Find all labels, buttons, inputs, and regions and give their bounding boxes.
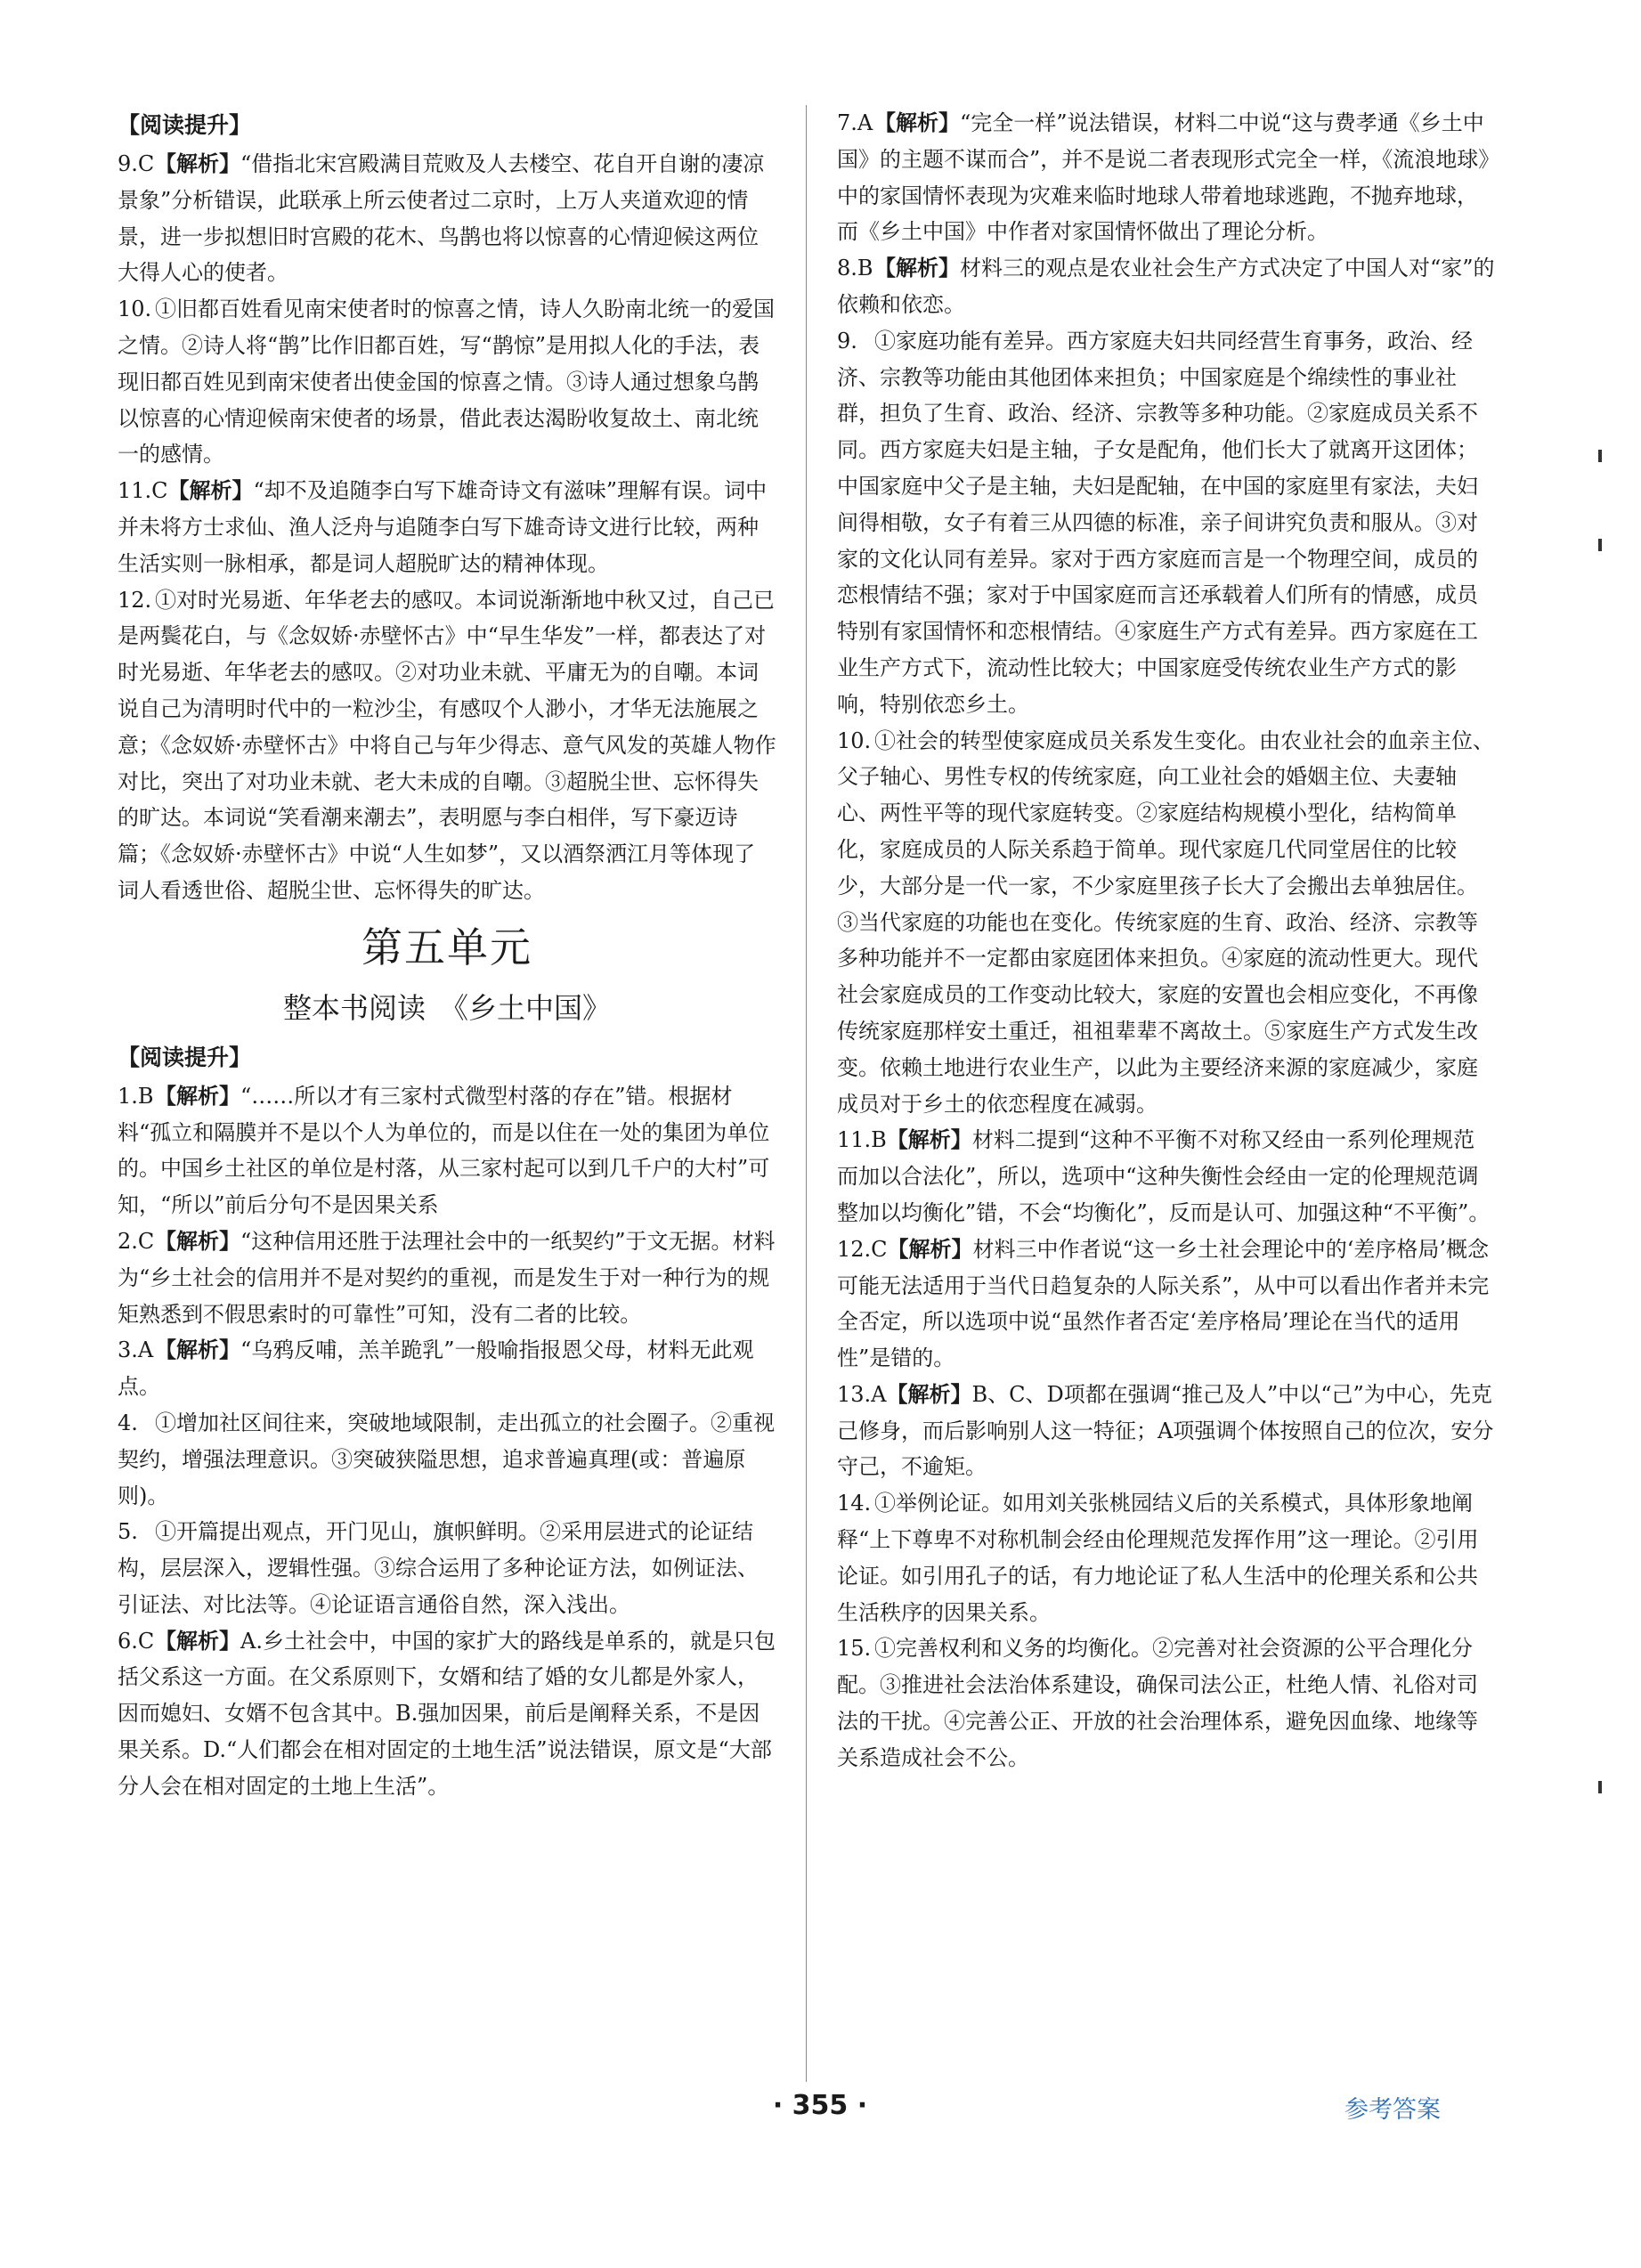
analysis-label: 【解析】 [886,1381,972,1407]
answer-text: “……所以才有三家村式微型村落的存在”错。根据材料“孤立和隔膜并不是以个人为单位的，而是以住在一处的集团为单位的。中国乡土社区的单位是村落，从三家村起可以到几千户的大村”可知，“所以”前后分句不是因果关系 [118,1083,770,1218]
answer-text: ①旧都百姓看见南宋使者时的惊喜之情，诗人久盼南北统一的爱国之情。②诗人将“鹊”比作旧都百姓，写“鹊惊”是用拟人化的手法，表现旧都百姓见到南宋使者出使金国的惊喜之情。③诗人通过想象乌鹊以惊喜的心情迎候南宋使者的场景，借此表达渴盼收复故土、南北统一的感情。 [118,297,775,467]
answer-text: “借指北宋宫殿满目荒败及人去楼空、花自开自谢的凄凉景象”分析错误，此联承上所云使者过二京时，上万人夹道欢迎的情景，进一步拟想旧时宫殿的花木、鸟鹊也将以惊喜的心情迎候这两位大得人心的使者。 [118,151,765,286]
margin-mark [1598,450,1602,462]
answer-text: 材料三的观点是农业社会生产方式决定了中国人对“家”的依赖和依恋。 [837,256,1495,317]
answer-item [837,105,1496,250]
answer-text: “这种信用还胜于法理社会中的一纸契约”于文无据。材料为“乡土社会的信用并不是对契约的重视，而是发生于对一种行为的规矩熟悉到不假思索时的可靠性”可知，没有二者的比较。 [118,1228,776,1327]
answer-number: 4. [118,1410,138,1435]
answer-number: 5. [118,1519,138,1545]
answer-item [837,323,1496,723]
answer-text: ①对时光易逝、年华老去的感叹。本词说渐渐地中秋又过，自己已是两鬓花白，与《念奴娇·赤壁怀古》中“早生华发”一样，都表达了对时光易逝、年华老去的感叹。②对功业未就、平庸无为的自嘲。本词说自己为清明时代中的一粒沙尘，有感叹个人渺小，才华无法施展之意；《念奴娇·赤壁怀古》中将自己与年少得志、意气风发的英雄人物作对比，突出了对功业未就、老大未成的自嘲。③超脱尘世、忘怀得失的旷达。本词说“笑看潮来潮去”，表明愿与李白相伴，写下豪迈诗篇；《念奴娇·赤壁怀古》中说“人生如梦”，又以酒祭洒江月等体现了词人看透世俗、超脱尘世、忘怀得失的旷达。 [118,587,776,903]
answer-text: ①举例论证。如用刘关张桃园结义后的关系模式，具体形象地阐释“上下尊卑不对称机制会经由伦理规范发挥作用”这一理论。②引用论证。如引用孔子的话，有力地论证了私人生活中的伦理关系和公共生活秩序的因果关系。 [837,1491,1479,1625]
answer-list [118,146,776,909]
answer-text: ①完善权利和义务的均衡化。②完善对社会资源的公平合理化分配。③推进社会法治体系建设，确保司法公正，杜绝人情、礼俗对司法的干扰。④完善公正、开放的社会治理体系，避免因血缘、地缘等关系造成社会不公。 [837,1636,1478,1770]
margin-mark [1598,1781,1602,1793]
answer-text: “乌鸦反哺，羔羊跪乳”一般喻指报恩父母，材料无此观点。 [118,1337,754,1400]
answer-item [837,1232,1496,1377]
answer-item [837,250,1496,323]
answer-number: 9.C [118,151,155,176]
answer-text: ①开篇提出观点，开门见山，旗帜鲜明。②采用层进式的论证结构，层层深入，逻辑性强。③综合运用了多种论证方法，如例证法、引证法、对比法等。④论证语言通俗自然，深入浅出。 [118,1519,759,1617]
section-heading: 【阅读提升】 [118,112,252,138]
analysis-label: 【解析】 [874,256,960,281]
analysis-label: 【解析】 [155,1628,240,1654]
answer-text: B、C、D项都在强调“推己及人”中以“己”为中心，先克己修身，而后影响别人这一特征；A项强调个体按照自己的位次，安分守己，不逾矩。 [837,1381,1494,1480]
analysis-label: 【解析】 [155,1083,240,1109]
answer-text: 材料二提到“这种不平衡不对称又经由一系列伦理规范而加以合法化”，所以，选项中“这种失衡性会经由一定的伦理规范调整加以均衡化”错，不会“均衡化”，反而是认可、加强这种“不平衡”。 [837,1127,1491,1225]
section-heading: 【阅读提升】 [118,1044,252,1070]
answer-item [118,1405,776,1514]
answer-item [837,1630,1496,1776]
column-divider [806,105,807,2082]
answer-item [118,1514,776,1622]
answer-item [118,582,776,909]
answer-text: “却不及追随李白写下雄奇诗文有滋味”理解有误。词中并未将方士求仙、渔人泛舟与追随李白写下雄奇诗文进行比较，两种生活实则一脉相承，都是词人超脱旷达的精神体现。 [118,478,768,576]
answer-number: 10. [837,728,872,753]
answer-list [837,105,1496,1776]
answer-number: 13.A [837,1381,887,1407]
analysis-label: 【解析】 [155,1337,240,1363]
analysis-label: 【解析】 [874,110,960,135]
answer-list [118,1078,776,1805]
answer-number: 15. [837,1636,872,1662]
margin-mark [1598,539,1602,551]
unit-title: 第五单元 [362,923,532,971]
answer-item [118,146,776,291]
answer-item [118,291,776,473]
answer-number: 12. [118,587,152,613]
answer-item [118,1623,776,1805]
book-title: 整本书阅读 《乡土中国》 [282,990,611,1025]
analysis-label: 【解析】 [887,1236,973,1262]
answer-number: 10. [118,297,152,322]
analysis-label: 【解析】 [167,478,254,504]
answer-item [837,1122,1496,1231]
answer-item [118,473,776,581]
page-number: · 355 · [772,2090,868,2121]
analysis-label: 【解析】 [155,151,240,176]
answer-item [118,1223,776,1332]
answer-number: 2.C [118,1228,155,1254]
answer-item [118,1332,776,1405]
answer-text: ①家庭功能有差异。西方家庭夫妇共同经营生育事务，政治、经济、宗教等功能由其他团体来担负；中国家庭是个绵续性的事业社群，担负了生育、政治、经济、宗教等多种功能。②家庭成员关系不同。西方家庭夫妇是主轴，子女是配角，他们长大了就离开这团体；中国家庭中父子是主轴，夫妇是配轴，在中国的家庭里有家法，夫妇间得相敬，女子有着三从四德的标准，亲子间讲究负责和服从。③对家的文化认同有差异。家对于西方家庭而言是一个物理空间，成员的恋根情结不强；家对于中国家庭而言还承载着人们所有的情感，成员特别有家国情怀和恋根情结。④家庭生产方式有差异。西方家庭在工业生产方式下，流动性比较大；中国家庭受传统农业生产方式的影响，特别依恋乡土。 [837,328,1478,717]
section-tag: 参考答案 [1344,2096,1441,2124]
answer-item [837,723,1496,1123]
answer-text: “完全一样”说法错误，材料二中说“这与费孝通《乡土中国》的主题不谋而合”，并不是说二者表现形式完全一样，《流浪地球》中的家国情怀表现为灾难来临时地球人带着地球逃跑，不抛弃地球，而《乡土中国》中作者对家国情怀做出了理论分析。 [837,110,1490,245]
answer-text: ①增加社区间往来，突破地域限制，走出孤立的社会圈子。②重视契约，增强法理意识。③突破狭隘思想，追求普遍真理(或：普遍原则)。 [118,1410,775,1508]
answer-item [837,1485,1496,1630]
answer-item [837,1377,1496,1485]
answer-number: 6.C [118,1628,155,1654]
answer-number: 8.B [837,256,873,281]
answer-item [118,1078,776,1223]
answer-number: 7.A [837,110,873,135]
answer-number: 1.B [118,1083,154,1109]
answer-number: 14. [837,1491,872,1516]
right-column [837,105,1496,1776]
answer-number: 11.B [837,1127,887,1153]
left-column [118,105,776,1805]
analysis-label: 【解析】 [886,1127,972,1153]
answer-number: 9. [837,328,857,354]
answer-text: 材料三中作者说“这一乡土社会理论中的‘差序格局’概念可能无法适用于当代日趋复杂的人际关系”，从中可以看出作者并未完全否定，所以选项中说“虽然作者否定‘差序格局’理论在当代的适用性”是错的。 [837,1236,1490,1371]
analysis-label: 【解析】 [155,1228,240,1254]
answer-number: 3.A [118,1337,154,1363]
answer-number: 11.C [118,478,168,504]
answer-text: ①社会的转型使家庭成员关系发生变化。由农业社会的血亲主位、父子轴心、男性专权的传统家庭，向工业社会的婚姻主位、夫妻轴心、两性平等的现代家庭转变。②家庭结构规模小型化，结构简单化，家庭成员的人际关系趋于简单。现代家庭几代同堂居住的比较少，大部分是一代一家，不少家庭里孩子长大了会搬出去单独居住。③当代家庭的功能也在变化。传统家庭的生育、政治、经济、宗教等多种功能并不一定都由家庭团体来担负。④家庭的流动性更大。现代社会家庭成员的工作变动比较大，家庭的安置也会相应变化，不再像传统家庭那样安土重迁，祖祖辈辈不离故土。⑤家庭生产方式发生改变。依赖土地进行农业生产，以此为主要经济来源的家庭减少，家庭成员对于乡土的依恋程度在减弱。 [837,728,1494,1117]
answer-text: A.乡土社会中，中国的家扩大的路线是单系的，就是只包括父系这一方面。在父系原则下，女婿和结了婚的女儿都是外家人，因而媳妇、女婿不包含其中。B.强加因果，前后是阐释关系，不是因果关系。D.“人们都会在相对固定的土地生活”说法错误，原文是“大部分人会在相对固定的土地上生活”。 [118,1628,776,1799]
answer-number: 12.C [837,1236,888,1262]
